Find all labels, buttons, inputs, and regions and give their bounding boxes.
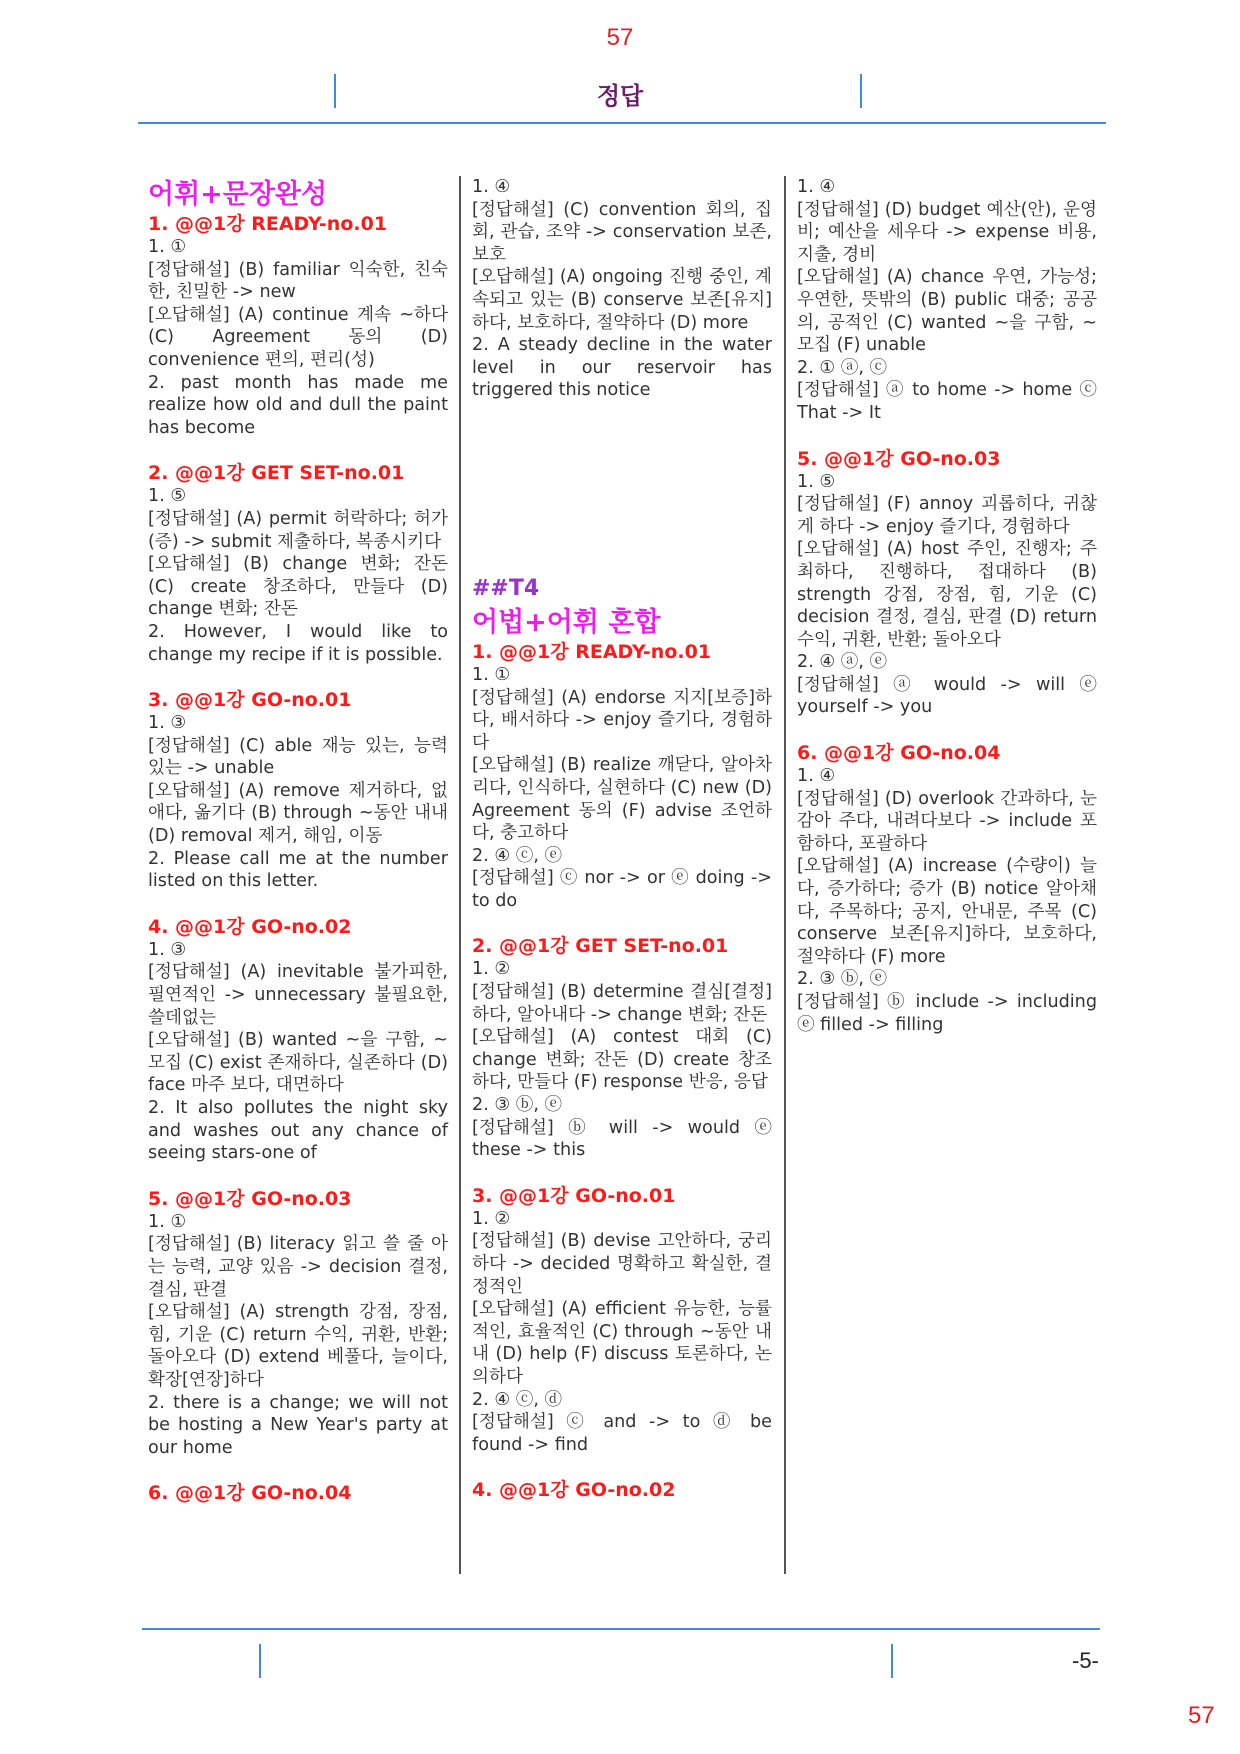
text-line: [오답해설] (A) ongoing 진행 중인, 계속되고 있는 (B) conserve 보존[유지]하다, 보호하다, 절약하다 (D) more bbox=[472, 267, 772, 333]
text-line: [정답해설] (C) able 재능 있는, 능력 있는 -> unable bbox=[148, 735, 448, 779]
answer-item bbox=[472, 1184, 772, 1457]
item-heading: 5. @@1강 GO-no.03 bbox=[148, 1187, 352, 1210]
answer-item bbox=[148, 212, 448, 439]
text-line: [정답해설] (F) annoy 괴롭히다, 귀찮게 하다 -> enjoy 즐기다, 경험하다 bbox=[797, 494, 1097, 537]
text-line: [오답해설] (A) increase (수량이) 늘다, 증가하다; 증가 (B) notice 알아채다, 주목하다; 공지, 안내문, 주목 (C) conserve 보존[유지]하다, 보호하다, 절약하다 (F) more bbox=[797, 856, 1097, 967]
answer-item bbox=[148, 1187, 448, 1460]
text-line: 1. ② bbox=[472, 959, 511, 980]
item-heading: 3. @@1강 GO-no.01 bbox=[148, 689, 352, 712]
item-heading: 6. @@1강 GO-no.04 bbox=[797, 742, 1001, 765]
item-heading: 4. @@1강 GO-no.02 bbox=[472, 1479, 676, 1502]
text-line: [정답해설] (C) convention 회의, 집회, 관습, 조약 -> conservation 보존, 보호 bbox=[472, 199, 772, 265]
text-line: 1. ① bbox=[148, 237, 187, 257]
section-title: 어휘+문장완성 bbox=[148, 179, 328, 210]
item-list bbox=[797, 447, 1097, 1037]
header-title: 정답 bbox=[596, 82, 644, 110]
answer-item bbox=[797, 447, 1097, 720]
item-heading: 2. @@1강 GET SET-no.01 bbox=[472, 935, 729, 958]
item-heading: 3. @@1강 GO-no.01 bbox=[472, 1184, 676, 1207]
text-line: 2. past month has made me realize how old and dull the paint has become bbox=[148, 372, 448, 438]
column-divider-1 bbox=[459, 176, 461, 1574]
text-line: 2. ④ ⓐ, ⓔ bbox=[797, 652, 888, 673]
text-line: [오답해설] (A) chance 우연, 가능성; 우연한, 뜻밖의 (B) public 대중; 공공의, 공적인 (C) wanted ~을 구함, ~ 모집 (F) unable bbox=[797, 267, 1097, 356]
item-heading: 1. @@1강 READY-no.01 bbox=[148, 213, 388, 235]
text-line: 2. ③ ⓑ, ⓔ bbox=[797, 969, 888, 990]
text-line: [정답해설] (B) familiar 익숙한, 친숙한, 친밀한 -> new bbox=[148, 259, 448, 303]
text-line: [정답해설] (D) overlook 간과하다, 눈감아 주다, 내려다보다 -> include 포함하다, 포괄하다 bbox=[797, 788, 1097, 854]
text-line: [정답해설] ⓑ include -> including ⓔ filled -> filling bbox=[797, 992, 1097, 1035]
answer-item bbox=[472, 640, 772, 913]
answer-item bbox=[148, 688, 448, 893]
text-line: [정답해설] (B) determine 결심[결정]하다, 알아내다 -> change 변화; 잔돈 bbox=[472, 982, 772, 1025]
footer-left-bar bbox=[259, 1644, 261, 1678]
column-divider-2 bbox=[784, 176, 786, 1574]
text-line: [오답해설] (A) continue 계속 ~하다 (C) Agreement 동의 (D) convenience 편의, 편리(성) bbox=[148, 304, 448, 370]
page-number-bottom: -5- bbox=[1072, 1648, 1099, 1673]
text-line: [정답해설] ⓒ and -> to ⓓ be found -> find bbox=[472, 1412, 772, 1455]
header-rule bbox=[138, 122, 1106, 124]
footer-right-bar bbox=[891, 1644, 893, 1678]
answer-item bbox=[472, 1478, 772, 1502]
text-line: 1. ① bbox=[148, 1211, 187, 1232]
footer-rule bbox=[142, 1628, 1100, 1630]
text-line: 2. A steady decline in the water level in our reservoir has triggered this notice bbox=[472, 335, 772, 401]
item-list bbox=[148, 212, 448, 1505]
text-line: [오답해설] (B) change 변화; 잔돈 (C) create 창조하다, 만들다 (D) change 변화; 잔돈 bbox=[148, 554, 448, 620]
page-number-top: 57 bbox=[606, 24, 634, 51]
item-heading: 2. @@1강 GET SET-no.01 bbox=[148, 462, 405, 485]
text-line: 1. ① bbox=[472, 664, 511, 685]
text-line: 2. ④ ⓒ, ⓓ bbox=[472, 1389, 563, 1410]
text-line: 2. However, I would like to change my recipe if it is possible. bbox=[148, 621, 448, 665]
answer-item bbox=[148, 461, 448, 666]
item-heading: 5. @@1강 GO-no.03 bbox=[797, 447, 1001, 470]
text-line: [정답해설] (B) devise 고안하다, 궁리하다 -> decided 명확하고 확실한, 결정적인 bbox=[472, 1231, 772, 1297]
column-gap bbox=[472, 424, 772, 564]
text-line: 1. ④ bbox=[797, 766, 836, 787]
answer-item bbox=[148, 915, 448, 1165]
item-list bbox=[472, 640, 772, 1502]
text-line: [정답해설] ⓐ to home -> home ⓒ That -> It bbox=[797, 380, 1097, 423]
text-line: 2. ④ ⓒ, ⓔ bbox=[472, 845, 563, 866]
text-line: [정답해설] (B) literacy 읽고 쓸 줄 아는 능력, 교양 있음 -> decision 결정, 결심, 판결 bbox=[148, 1234, 448, 1300]
column-2 bbox=[472, 176, 772, 1524]
text-line: [오답해설] (A) host 주인, 진행자; 주최하다, 진행하다, 접대하다 (B) strength 강점, 장점, 힘, 기운 (C) decision 결정, 결심, 판결 (D) return 수익, 귀환, 반환; 돌아오다 bbox=[797, 539, 1097, 650]
text-line: 1. ④ bbox=[472, 177, 511, 197]
answer-item bbox=[472, 934, 772, 1161]
text-line: 2. ③ ⓑ, ⓔ bbox=[472, 1095, 563, 1116]
text-line: [정답해설] (A) endorse 지지[보증]하다, 배서하다 -> enjoy 즐기다, 경험하다 bbox=[472, 687, 772, 753]
text-line: 1. ⑤ bbox=[797, 471, 836, 492]
answer-item bbox=[797, 741, 1097, 1036]
text-line: [오답해설] (A) efficient 유능한, 능률적인, 효율적인 (C) through ~동안 내내 (D) help (F) discuss 토론하다, 논의하다 bbox=[472, 1299, 772, 1387]
text-line: [정답해설] ⓒ nor -> or ⓔ doing -> to do bbox=[472, 868, 772, 911]
text-line: 1. ③ bbox=[148, 939, 187, 960]
text-line: 2. ① ⓐ, ⓒ bbox=[797, 357, 888, 378]
section-title: 어법+어휘 혼합 bbox=[472, 606, 661, 638]
section-tag: ##T4 bbox=[472, 575, 540, 601]
text-line: [정답해설] (A) inevitable 불가피한, 필연적인 -> unnecessary 불필요한, 쓸데없는 bbox=[148, 962, 448, 1028]
answer-item bbox=[148, 1481, 448, 1505]
text-line: [정답해설] (A) permit 허락하다; 허가(증) -> submit 제출하다, 복종시키다 bbox=[148, 508, 448, 552]
text-line: [오답해설] (A) contest 대회 (C) change 변화; 잔돈 (D) create 창조하다, 만들다 (F) response 반응, 응답 bbox=[472, 1027, 772, 1093]
text-line: 1. ③ bbox=[148, 713, 187, 734]
page-number-corner: 57 bbox=[1188, 1702, 1215, 1729]
text-line: [오답해설] (A) remove 제거하다, 없애다, 옮기다 (B) through ~동안 내내 (D) removal 제거, 해임, 이동 bbox=[148, 780, 448, 847]
answer-text bbox=[472, 176, 772, 402]
item-heading: 1. @@1강 READY-no.01 bbox=[472, 640, 712, 663]
text-line: 2. It also pollutes the night sky and washes out any chance of seeing stars-one of bbox=[148, 1098, 448, 1164]
item-heading: 4. @@1강 GO-no.02 bbox=[148, 915, 352, 938]
text-line: 1. ② bbox=[472, 1208, 511, 1229]
text-line: [정답해설] ⓑ will -> would ⓔ these -> this bbox=[472, 1117, 772, 1161]
answer-text bbox=[797, 176, 1097, 425]
header-right-bar bbox=[860, 74, 862, 108]
item-heading: 6. @@1강 GO-no.04 bbox=[148, 1482, 352, 1505]
column-1 bbox=[148, 176, 448, 1527]
text-line: [오답해설] (A) strength 강점, 장점, 힘, 기운 (C) return 수익, 귀환, 반환; 돌아오다 (D) extend 베풀다, 늘이다, 확장[연장]하다 bbox=[148, 1302, 448, 1390]
text-line: 2. Please call me at the number listed on this letter. bbox=[148, 848, 448, 892]
column-3 bbox=[797, 176, 1097, 1058]
text-line: 1. ④ bbox=[797, 177, 836, 197]
text-line: 2. there is a change; we will not be hosting a New Year's party at our home bbox=[148, 1392, 448, 1458]
text-line: [오답해설] (B) wanted ~을 구함, ~ 모집 (C) exist 존재하다, 실존하다 (D) face 마주 보다, 대면하다 bbox=[148, 1030, 448, 1096]
text-line: [정답해설] (D) budget 예산(안), 운영비; 예산을 세우다 -> expense 비용, 지출, 경비 bbox=[797, 199, 1097, 265]
text-line: [오답해설] (B) realize 깨닫다, 알아차리다, 인식하다, 실현하다 (C) new (D) Agreement 동의 (F) advise 조언하다, 충고하다 bbox=[472, 755, 772, 844]
text-line: 1. ⑤ bbox=[148, 486, 187, 507]
text-line: [정답해설] ⓐ would -> will ⓔ yourself -> you bbox=[797, 674, 1097, 718]
